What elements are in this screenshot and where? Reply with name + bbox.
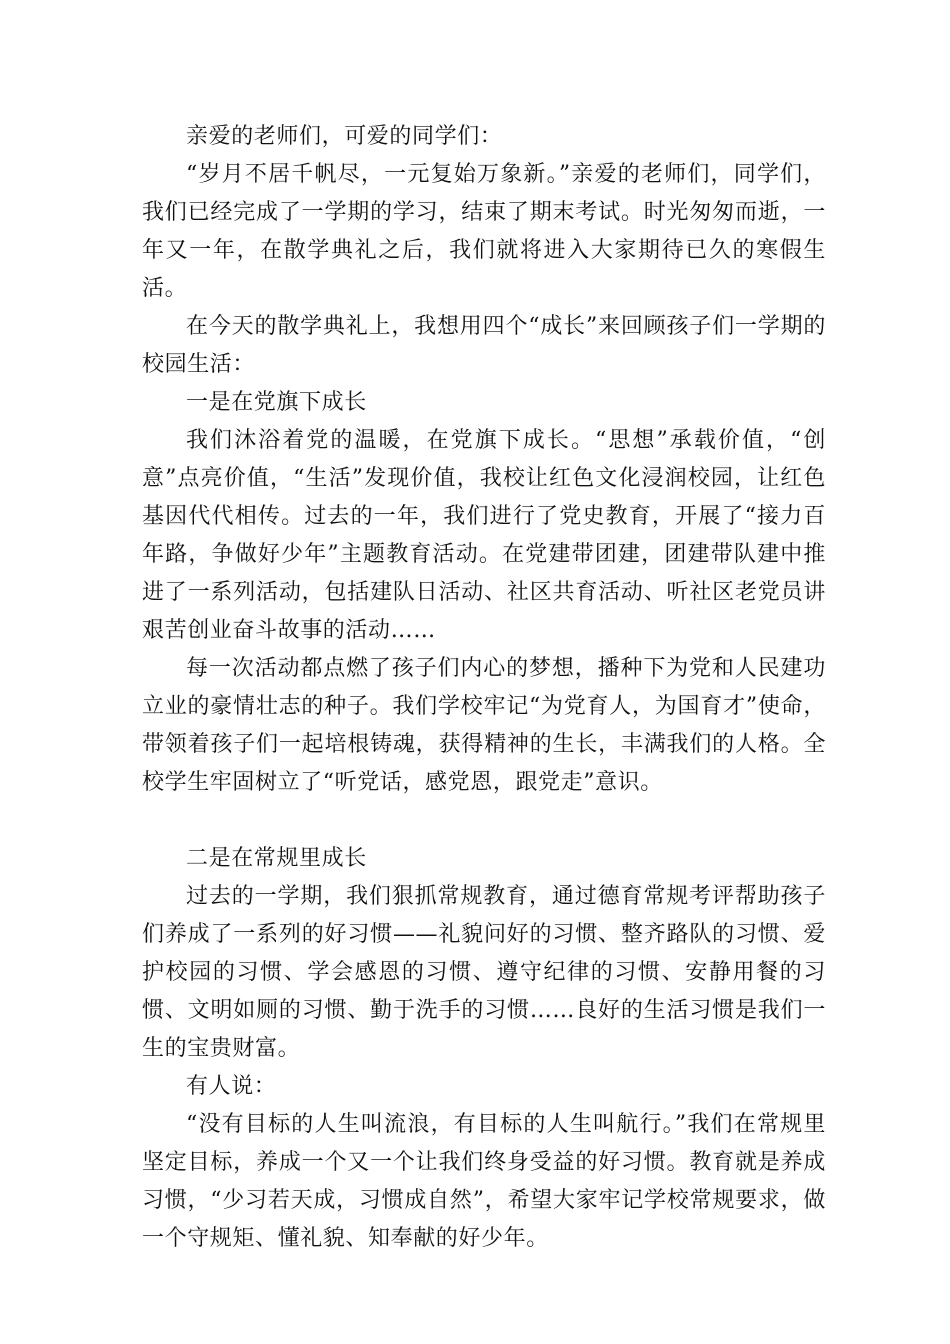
paragraph-section-2-b: 有人说： <box>186 1074 277 1099</box>
paragraph-section-1-a: 我们沐浴着党的温暖，在党旗下成长。“思想”承载价值，“创意”点亮价值，“生活”发现价值，我校让红色文化浸润校园，让红色基因代代相传。过去的一年，我们进行了党史教育，开展了“接力百年路，争做好少年”主题教育活动。在党建带团建，团建带队建中推进了一系列活动，包括建队日活动、社区共育活动、听社区老党员讲艰苦创业奋斗故事的活动…… <box>142 428 826 643</box>
paragraph-section-2-c: “没有目标的人生叫流浪，有目标的人生叫航行。”我们在常规里坚定目标，养成一个又一个让我们终身受益的好习惯。教育就是养成习惯，“少习若天成，习惯成自然”，希望大家牢记学校常规要求，做一个守规矩、懂礼貌、知奉献的好少年。 <box>142 1112 826 1251</box>
salutation: 亲爱的老师们，可爱的同学们： <box>186 124 503 149</box>
document-page <box>142 118 826 1258</box>
paragraph-section-1-b: 每一次活动都点燃了孩子们内心的梦想，播种下为党和人民建功立业的豪情壮志的种子。我们学校牢记“为党育人，为国育才”使命，带领着孩子们一起培根铸魂，获得精神的生长，丰满我们的人格。全校学生牢固树立了“听党话，感党恩，跟党走”意识。 <box>142 656 826 795</box>
blank-line <box>142 802 826 840</box>
paragraph-section-2-a: 过去的一学期，我们狠抓常规教育，通过德育常规考评帮助孩子们养成了一系列的好习惯——礼貌问好的习惯、整齐路队的习惯、爱护校园的习惯、学会感恩的习惯、遵守纪律的习惯、安静用餐的习惯、文明如厕的习惯、勤于洗手的习惯……良好的生活习惯是我们一生的宝贵财富。 <box>142 884 826 1061</box>
section-heading-1: 一是在党旗下成长 <box>186 390 367 415</box>
paragraph-opening: “岁月不居千帆尽，一元复始万象新。”亲爱的老师们，同学们，我们已经完成了一学期的学习，结束了期末考试。时光匆匆而逝，一年又一年，在散学典礼之后，我们就将进入大家期待已久的寒假生活。 <box>142 162 826 301</box>
paragraph-intro: 在今天的散学典礼上，我想用四个“成长”来回顾孩子们一学期的校园生活： <box>142 314 826 377</box>
section-heading-2: 二是在常规里成长 <box>186 846 367 871</box>
